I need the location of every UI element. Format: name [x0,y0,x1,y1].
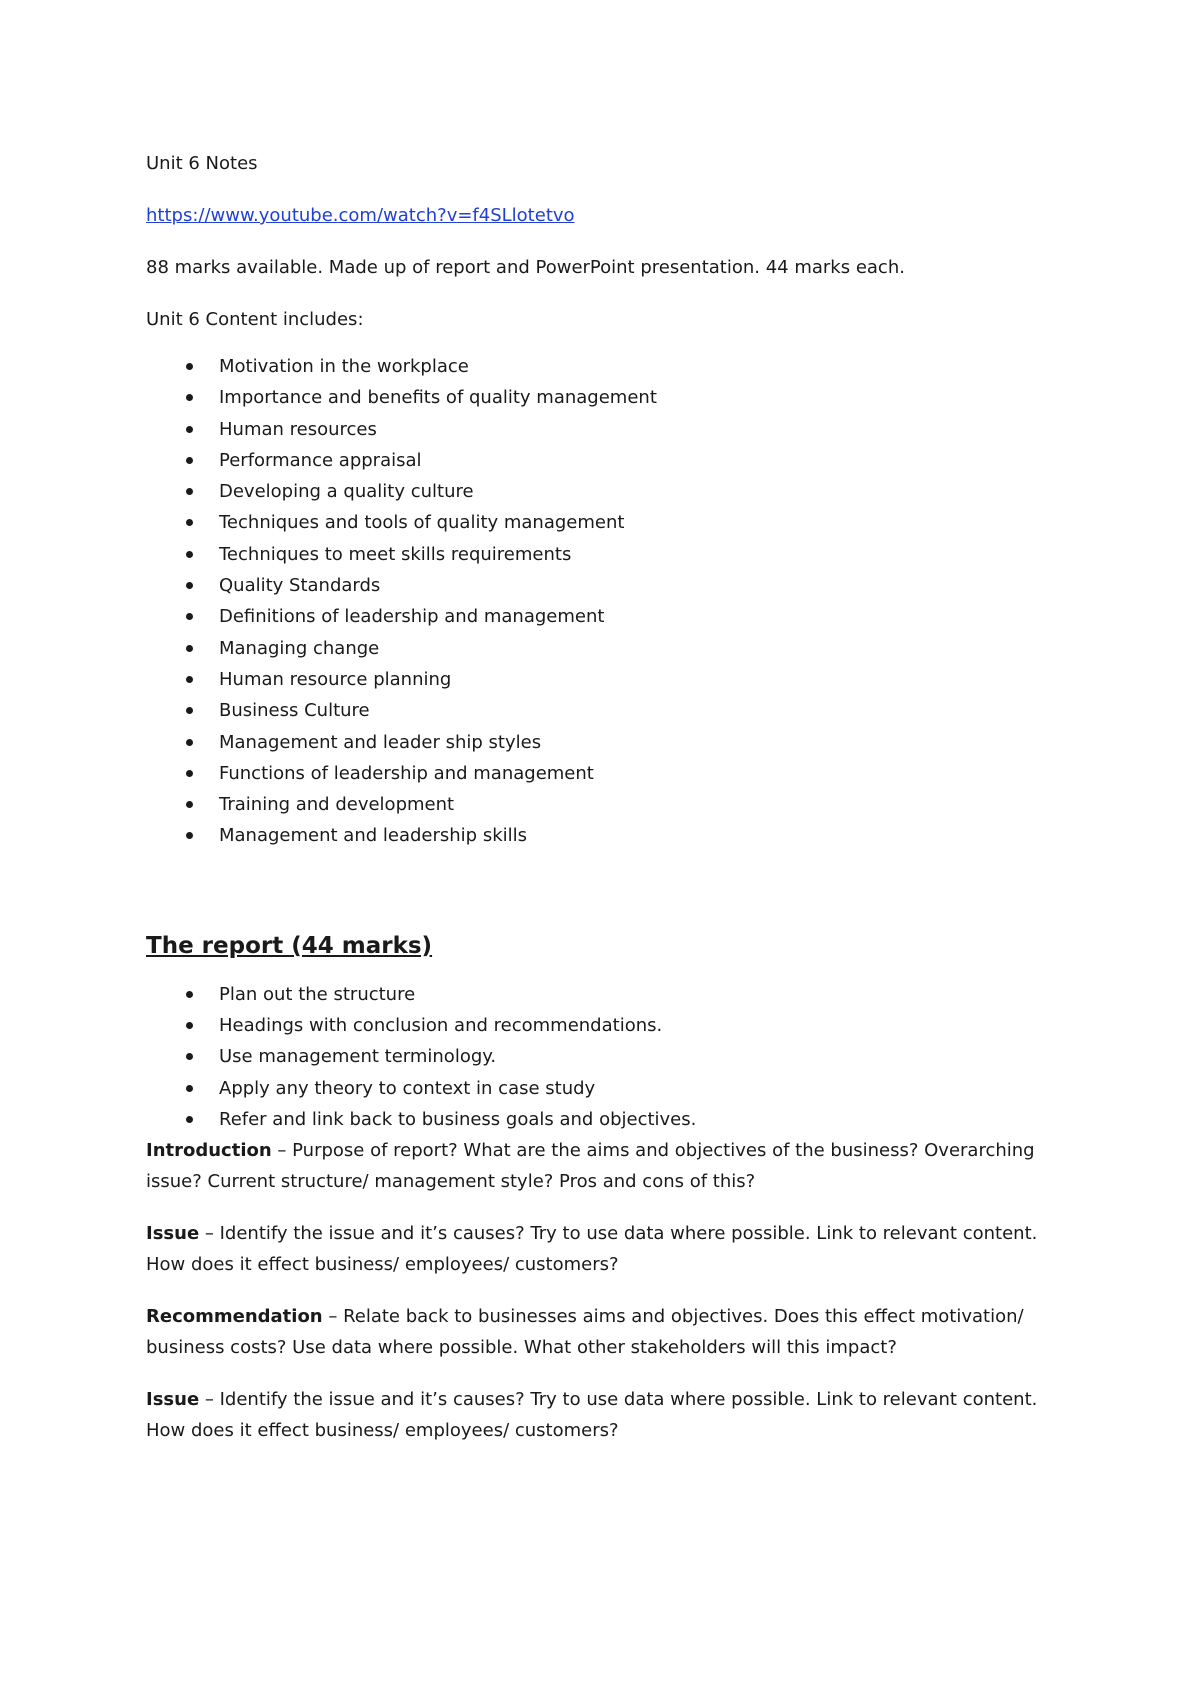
introduction-text: – Purpose of report? What are the aims and objectives of the business? Overarching issue? Current structure/ management style? Pros and cons of this? [146,1140,1035,1193]
list-item-text: Management and leadership skills [219,825,528,847]
issue-text: – Identify the issue and it’s causes? Try to use data where possible. Link to relevant content. How does it effect business/ employees/ customers? [146,1389,1038,1442]
bullet-icon [186,488,193,495]
introduction-term: Introduction [146,1140,272,1162]
list-item [146,664,1066,695]
report-list [146,979,1066,1135]
list-item-text: Headings with conclusion and recommendations. [219,1015,663,1037]
list-item [146,1073,1066,1104]
bullet-icon [186,519,193,526]
list-item-text: Quality Standards [219,575,381,597]
issue-text: – Identify the issue and it’s causes? Try to use data where possible. Link to relevant content. How does it effect business/ employees/ customers? [146,1223,1038,1276]
marks-info: 88 marks available. Made up of report and PowerPoint presentation. 44 marks each. [146,257,905,278]
bullet-icon [186,457,193,464]
bullet-icon [186,363,193,370]
bullet-icon [186,832,193,839]
list-item-text: Motivation in the workplace [219,356,469,377]
list-item-text: Apply any theory to context in case study [219,1077,596,1099]
list-item [146,820,1066,851]
list-item [146,570,1066,601]
list-item-text: Human resource planning [219,668,452,690]
report-heading: The report (44 marks) [146,932,433,959]
list-item [146,445,1066,476]
introduction-section [146,1135,1066,1197]
list-item-text: Techniques and tools of quality management [219,512,625,534]
list-item [146,633,1066,664]
list-item [146,1104,1066,1135]
list-item-text: Definitions of leadership and management [219,606,605,628]
bullet-icon [186,739,193,746]
document-title: Unit 6 Notes [146,153,258,174]
list-item [146,414,1066,445]
bullet-icon [186,645,193,652]
bullet-icon [186,676,193,683]
list-item-text: Training and development [219,794,455,816]
list-item-text: Use management terminology. [219,1046,497,1068]
bullet-icon [186,1085,193,1092]
list-item-text: Human resources [219,418,377,440]
list-item-text: Developing a quality culture [219,481,474,503]
content-heading: Unit 6 Content includes: [146,309,364,330]
list-item-text: Business Culture [219,700,370,722]
bullet-icon [186,426,193,433]
list-item [146,382,1066,413]
bullet-icon [186,1116,193,1123]
list-item [146,1041,1066,1072]
issue-section-repeat [146,1384,1066,1446]
bullet-icon [186,707,193,714]
bullet-icon [186,551,193,558]
list-item [146,476,1066,507]
list-item [146,1010,1066,1041]
recommendation-term: Recommendation [146,1306,323,1328]
list-item [146,979,1066,1010]
bullet-icon [186,770,193,777]
bullet-icon [186,991,193,998]
issue-section [146,1218,1066,1280]
bullet-icon [186,1022,193,1029]
list-item-text: Performance appraisal [219,449,422,471]
bullet-icon [186,613,193,620]
youtube-link[interactable]: https://www.youtube.com/watch?v=f4SLlotetvo [146,205,575,226]
video-link-paragraph [146,200,1066,231]
list-item [146,789,1066,820]
list-item [146,539,1066,570]
list-item-text: Refer and link back to business goals and objectives. [219,1108,697,1130]
list-item-text: Importance and benefits of quality management [219,387,657,409]
bullet-icon [186,801,193,808]
recommendation-section [146,1301,1066,1363]
list-item [146,695,1066,726]
list-item [146,727,1066,758]
list-item-text: Techniques to meet skills requirements [219,543,572,565]
list-item [146,758,1066,789]
issue-term: Issue [146,1389,200,1411]
list-item [146,601,1066,632]
issue-term: Issue [146,1223,200,1245]
list-item-text: Functions of leadership and management [219,762,594,784]
list-item [146,507,1066,538]
bullet-icon [186,1053,193,1060]
document-page [146,148,1066,1467]
list-item-text: Managing change [219,637,380,659]
list-item-text: Management and leader ship styles [219,731,542,753]
list-item-text: Plan out the structure [219,983,416,1005]
recommendation-text: – Relate back to businesses aims and objectives. Does this effect motivation/ business costs? Use data where possible. What other stakeholders will this impact? [146,1306,1024,1359]
list-item [146,351,1066,382]
bullet-icon [186,394,193,401]
content-list [146,351,1066,852]
bullet-icon [186,582,193,589]
